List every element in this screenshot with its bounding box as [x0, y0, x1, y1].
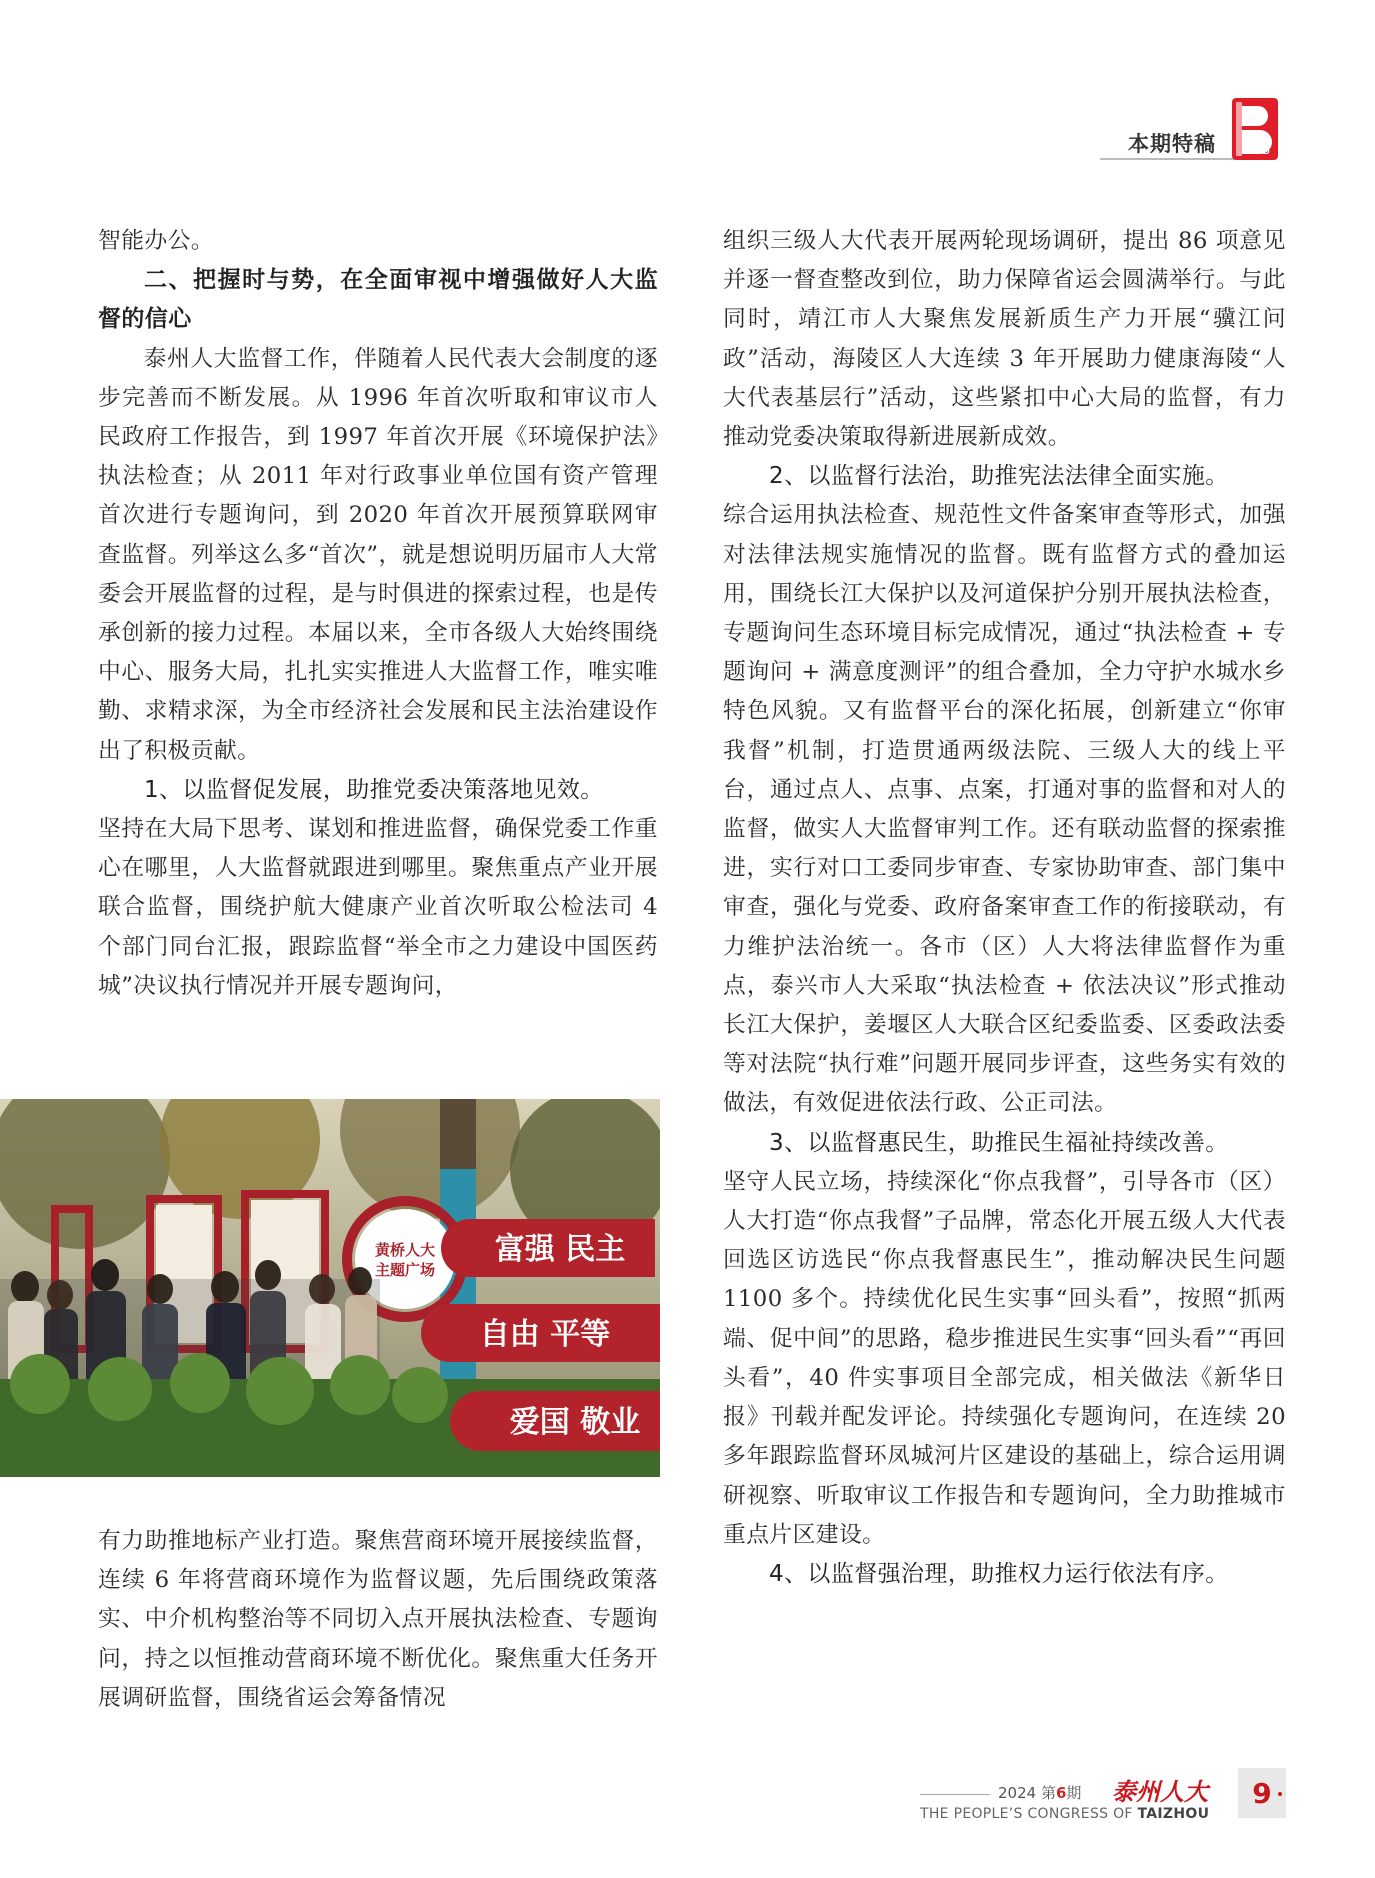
logo-letter: B: [1262, 143, 1271, 157]
slogan-1: 富强 民主: [494, 1232, 626, 1267]
magazine-title: 泰州人大: [1112, 1777, 1208, 1806]
subsection-heading: 3、以监督惠民生，助推民生福祉持续改善。: [769, 1129, 1229, 1156]
section-logo: [1232, 96, 1290, 162]
article-photo: [0, 1099, 660, 1477]
page-dot-right: [1278, 1792, 1282, 1796]
header-divider: [1100, 158, 1248, 160]
park-scene-illustration: [0, 1099, 660, 1477]
circle-sign-line2: 主题广场: [374, 1261, 436, 1279]
section-title: 本期特稿: [1128, 132, 1216, 156]
left-column-bottom: [98, 1522, 658, 1718]
section-heading: 二、把握时与势，在全面审视中增强做好人大监督的信心: [98, 267, 658, 333]
body-paragraph: 坚守人民立场，持续深化“你点我督”，引导各市（区）人大打造“你点我督”子品牌，常态化开展五级人大代表回选区访选民“你点我督惠民生”，推动解决民生问题 1100 多个。持续优化民生实事“回头看”，按照“抓两端、促中间”的思路，稳步推进民生实事“回头看”“再回头看”，40 件实事项目全部完成，相关做法《新华日报》刊载并配发评论。持续强化专题询问，在连续 20 多年跟踪监督环凤城河片区建设的基础上，综合运用调研视察、听取审议工作报告和专题询问，全力助推城市重点片区建设。: [723, 1168, 1286, 1548]
subsection-heading: 2、以监督行法治，助推宪法法律全面实施。: [769, 463, 1229, 490]
subsection-heading: 1、以监督促发展，助推党委决策落地见效。: [144, 776, 604, 803]
page-number: 9: [1252, 1776, 1272, 1810]
subsection-heading: 4、以监督强治理，助推权力运行依法有序。: [769, 1560, 1229, 1587]
left-column-top: [98, 222, 658, 1006]
slogan-3: 爱国 敬业: [509, 1405, 641, 1440]
body-paragraph: 组织三级人大代表开展两轮现场调研，提出 86 项意见并逐一督查整改到位，助力保障省运会圆满举行。与此同时，靖江市人大聚焦发展新质生产力开展“骥江问政”活动，海陵区人大连续 3 年开展助力健康海陵“人大代表基层行”活动，这些紧扣中心大局的监督，有力推动党委决策取得新进展新成效。: [723, 228, 1286, 451]
footer-divider: [920, 1794, 990, 1795]
body-paragraph: 坚持在大局下思考、谋划和推进监督，确保党委工作重心在哪里，人大监督就跟进到哪里。聚焦重点产业开展联合监督，围绕护航大健康产业首次听取公检法司 4 个部门同台汇报，跟踪监督“举全市之力建设中国医药城”决议执行情况并开展专题询问，: [98, 816, 658, 999]
body-paragraph: 综合运用执法检查、规范性文件备案审查等形式，加强对法律法规实施情况的监督。既有监督方式的叠加运用，围绕长江大保护以及河道保护分别开展执法检查，专题询问生态环境目标完成情况，通过“执法检查 + 专题询问 + 满意度测评”的组合叠加，全力守护水城水乡特色风貌。又有监督平台的深化拓展，创新建立“你审我督”机制，打造贯通两级法院、三级人大的线上平台，通过点人、点事、点案，打通对事的监督和对人的监督，做实人大监督审判工作。还有联动监督的探索推进，实行对口工委同步审查、专家协助审查、部门集中审查，强化与党委、政府备案审查工作的衔接联动，有力维护法治统一。各市（区）人大将法律监督作为重点，泰兴市人大采取“执法检查 + 依法决议”形式推动长江大保护，姜堰区人大联合区纪委监委、区委政法委等对法院“执行难”问题开展同步评查，这些务实有效的做法，有效促进依法行政、公正司法。: [723, 502, 1286, 1117]
body-paragraph: 泰州人大监督工作，伴随着人民代表大会制度的逐步完善而不断发展。从 1996 年首次听取和审议市人民政府工作报告，到 1997 年首次开展《环境保护法》执法检查；从 2011 年对行政事业单位国有资产管理首次进行专题询问，到 2020 年首次开展预算联网审查监督。列举这么多“首次”，就是想说明历届市人大常委会开展监督的过程，是与时俱进的探索过程，也是传承创新的接力过程。本届以来，全市各级人大始终围绕中心、服务大局，扎扎实实推进人大监督工作，唯实唯勤、求精求深，为全市经济社会发展和民主法治建设作出了积极贡献。: [98, 345, 658, 764]
circle-sign-line1: 黄桥人大: [374, 1241, 436, 1259]
right-column: [723, 222, 1286, 1594]
body-paragraph: 智能办公。: [98, 228, 214, 254]
slogan-2: 自由 平等: [479, 1317, 611, 1352]
body-paragraph: 有力助推地标产业打造。聚焦营商环境开展接续监督，连续 6 年将营商环境作为监督议题，先后围绕政策落实、中介机构整治等不同切入点开展执法检查、专题询问，持之以恒推动营商环境不断优化。聚焦重大任务开展调研监督，围绕省运会筹备情况: [98, 1528, 658, 1711]
magazine-english-name: THE PEOPLE’S CONGRESS OF TAIZHOU: [920, 1806, 1210, 1822]
issue-label: 2024 第6期: [998, 1784, 1082, 1802]
